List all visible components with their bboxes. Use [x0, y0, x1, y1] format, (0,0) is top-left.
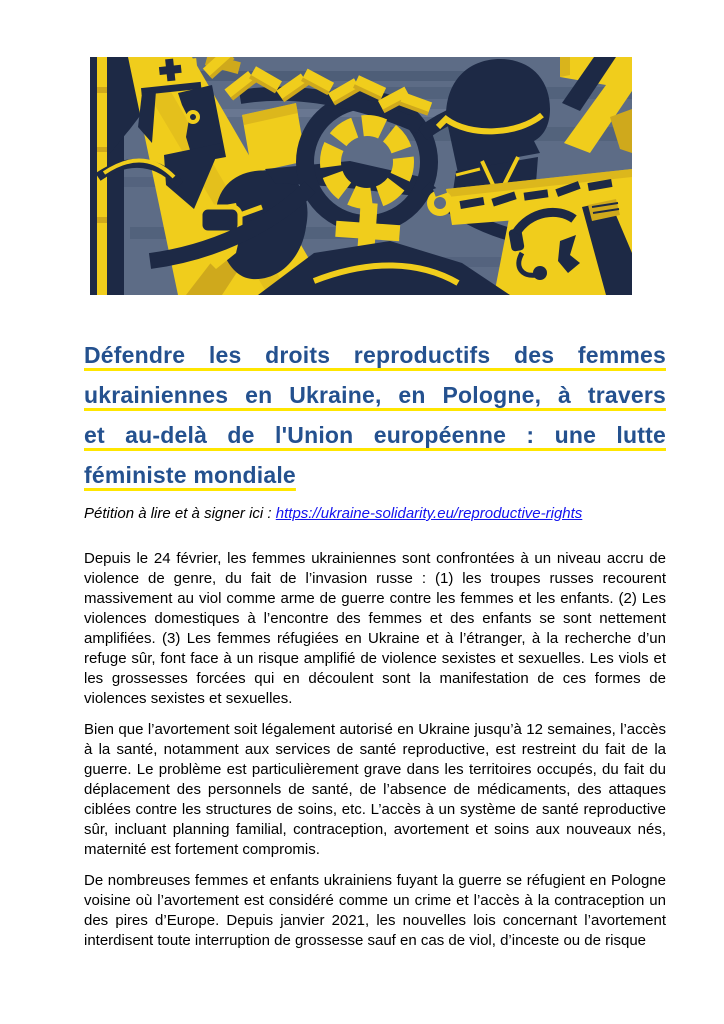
paragraph-2: Bien que l’avortement soit légalement autorisé en Ukraine jusqu’à 12 semaines, l’accès à la santé, notamment aux services de santé reproductive, est restreint du fait de la guerre. Le problème est particulièrement grave dans les territoires occupés, du fait du déplacement des personnels de santé, de l’absence de médicaments, des attaques ciblées contre les structures de soins, etc. L’accès à un système de santé reproductive sûr, incluant planning familial, contraception, avortement et soins aux nouveaux nés, maternité est fortement compromis. [84, 721, 666, 858]
paragraph-3: De nombreuses femmes et enfants ukrainiens fuyant la guerre se réfugient en Pologne voisine où l’avortement est considéré comme un crime et l’accès à la contraception un des pires d’Europe. Depuis janvier 2021, les nouvelles lois concernant l’avortement interdisent toute interruption de grossesse sauf en cas de viol, d’inceste ou de risque [84, 872, 666, 949]
title-line: féministe mondiale [84, 462, 296, 488]
title-line: et au-delà de l'Union européenne : une lutte [84, 422, 666, 448]
petition-link[interactable]: https://ukraine-solidarity.eu/reproductive-rights [275, 505, 583, 522]
hero-illustration [90, 57, 632, 295]
paragraph-1: Depuis le 24 février, les femmes ukrainiennes sont confrontées à un niveau accru de violence de genre, du fait de l’invasion russe : (1) les troupes russes recourent massivement au viol comme arme de guerre contre les femmes et les enfants. (2) Les violences domestiques à l’encontre des femmes et des enfants se sont nettement amplifiées. (3) Les femmes réfugiées en Ukraine et à l’étranger, à la recherche d’un refuge sûr, font face à un risque amplifié de violence sexistes et sexuelles. Les viols et les grossesses forcées qui en découlent sont la manifestation de ces formes de violences sexistes et sexuelles. [84, 550, 666, 707]
title-line: ukrainiennes en Ukraine, en Pologne, à travers [84, 382, 666, 408]
petition-line [84, 504, 666, 524]
page-title [84, 335, 666, 495]
body-text [84, 549, 666, 951]
seven-beam [560, 57, 632, 153]
title-line: Défendre les droits reproductifs des femmes [84, 342, 666, 368]
petition-text: Pétition à lire et à signer ici : [84, 505, 276, 522]
